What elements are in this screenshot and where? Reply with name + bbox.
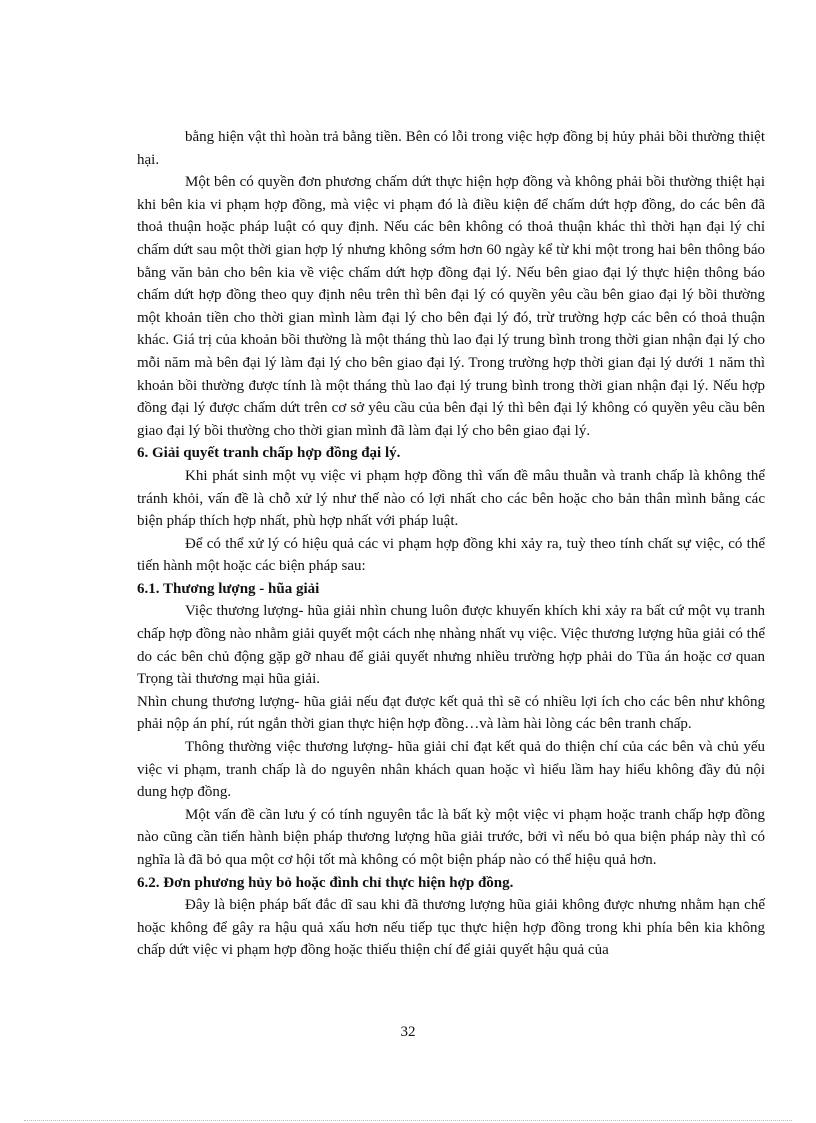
paragraph-negotiation-encouraged: Việc thương lượng- hũa giải nhìn chung luôn được khuyến khích khi xảy ra bất cứ một vụ tranh chấp hợp đồng nào nhằm giải quyết một cách nhẹ nhàng nhất vụ việc. Việc thương lượng hũa giải có thể do các bên chủ động gặp gỡ nhau để giải quyết nhưng nhiều trường hợp phải do Tũa án hoặc cơ quan Trọng tài thương mại hũa giải. <box>137 603 765 688</box>
section-heading-dispute-resolution: 6. Giải quyết tranh chấp hợp đồng đại lý. <box>137 445 401 462</box>
subsection-heading-unilateral-cancellation: 6.2. Đơn phương hủy bỏ hoặc đình chỉ thực hiện hợp đồng. <box>137 874 514 891</box>
page-number: 32 <box>400 1024 416 1040</box>
page-bottom-divider <box>24 1120 792 1121</box>
paragraph-negotiation-goodwill: Thông thường việc thương lượng- hũa giải chỉ đạt kết quả do thiện chí của các bên và chủ yếu việc vi phạm, tranh chấp là do nguyên nhân khách quan hoặc vì hiểu lầm hay hiểu không đầy đủ nội dung hợp đồng. <box>137 739 765 801</box>
paragraph-last-resort-measure: Đây là biện pháp bất đắc dĩ sau khi đã thương lượng hũa giải không được nhưng nhằm hạn chế hoặc không để gây ra hậu quả xấu hơn nếu tiếp tục thực hiện hợp đồng trong khi phía bên kia không chấp dứt việc vi phạm hợp đồng hoặc thiếu thiện chí để giải quyết hậu quả của <box>137 897 765 959</box>
paragraph-unilateral-termination: Một bên có quyền đơn phương chấm dứt thực hiện hợp đồng và không phải bồi thường thiệt hại khi bên kia vi phạm hợp đồng, mà việc vi phạm đó là điều kiện để chấm dứt hợp đồng, do các bên đã thoả thuận hoặc pháp luật có quy định. Nếu các bên không có thoả thuận khác thì thời hạn đại lý chỉ chấm dứt sau một thời gian hợp lý nhưng không sớm hơn 60 ngày kể từ khi một trong hai bên thông báo bằng văn bản cho bên kia về việc chấm dứt hợp đồng đại lý. Nếu bên giao đại lý thực hiện thông báo chấm dứt hợp đồng theo quy định nêu trên thì bên đại lý có quyền yêu cầu bên giao đại lý bồi thường một khoản tiền cho thời gian mình làm đại lý cho bên đại lý đó, trừ trường hợp các bên có thoả thuận khác. Giá trị của khoản bồi thường là một tháng thù lao đại lý trung bình trong thời gian nhận đại lý cho mỗi năm mà bên đại lý làm đại lý cho bên giao đại lý. Trong trường hợp thời gian đại lý dưới 1 năm thì khoản bồi thường được tính là một tháng thù lao đại lý trung bình trong thời gian nhận đại lý. Nếu hợp đồng đại lý được chấm dứt trên cơ sở yêu cầu của bên đại lý thì bên đại lý không có quyền yêu cầu bên giao đại lý bồi thường cho thời gian mình đã làm đại lý cho bên giao đại lý. <box>137 174 765 439</box>
subsection-heading-negotiation: 6.1. Thương lượng - hũa giải <box>137 580 320 597</box>
paragraph-dispute-intro: Khi phát sinh một vụ việc vi phạm hợp đồng thì vấn đề mâu thuẫn và tranh chấp là không thể tránh khỏi, vấn đề là chỗ xử lý như thế nào có lợi nhất cho các bên hoặc cho bản thân mình bằng các biện pháp thích hợp nhất, phù hợp nhất với pháp luật. <box>137 467 765 530</box>
paragraph-negotiation-principle: Một vấn đề cần lưu ý có tính nguyên tắc là bất kỳ một việc vi phạm hoặc tranh chấp hợp đồng nào cũng cần tiến hành biện pháp thương lượng hũa giải trước, bởi vì nếu bỏ qua biện pháp này thì có nghĩa là đã bỏ qua một cơ hội tốt mà không có một biện pháp nào có thể hiệu quả hơn. <box>137 806 765 868</box>
document-body <box>137 126 765 962</box>
paragraph-measures-intro: Để có thể xử lý có hiệu quả các vi phạm hợp đồng khi xảy ra, tuỳ theo tính chất sự việc, có thể tiến hành một hoặc các biện pháp sau: <box>137 535 765 575</box>
paragraph-compensation-end: bằng hiện vật thì hoàn trả bằng tiền. Bên có lỗi trong việc hợp đồng bị hủy phải bồi thường thiệt hại. <box>137 129 765 168</box>
paragraph-negotiation-benefits: Nhìn chung thương lượng- hũa giải nếu đạt được kết quả thì sẽ có nhiều lợi ích cho các bên như không phải nộp án phí, rút ngắn thời gian thực hiện hợp đồng…và làm hài lòng các bên tranh chấp. <box>137 693 765 733</box>
